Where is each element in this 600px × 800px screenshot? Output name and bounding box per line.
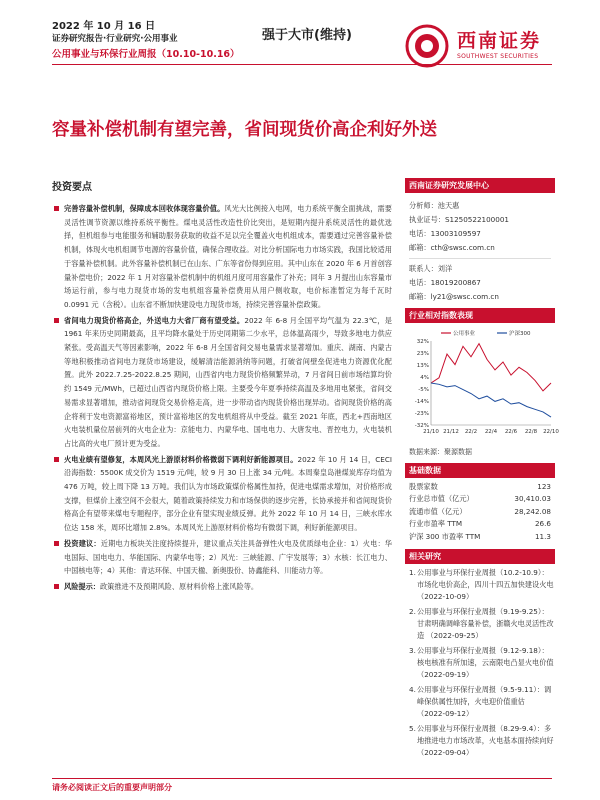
logo-text-en: SOUTHWEST SECURITIES: [457, 53, 539, 60]
related-research-item[interactable]: [405, 645, 555, 681]
relative-index-chart: [405, 327, 559, 445]
basic-label: 行业市盈率 TTM: [409, 519, 463, 529]
y-tick-label: 32%: [416, 339, 429, 345]
related-research-item[interactable]: [405, 567, 555, 603]
info-value: 18019200867: [430, 278, 481, 287]
y-tick-label: -32%: [414, 423, 429, 429]
series-line-1: [431, 344, 551, 391]
info-value: 池天惠: [437, 201, 460, 210]
basic-value: 30,410.03: [514, 494, 551, 504]
summary-bullet: [52, 314, 392, 451]
info-value[interactable]: ly21@swsc.com.cn: [430, 292, 499, 301]
related-title: 公用事业与环保行业周报（8.29-9.4）：多地推进电力市场改革，火电基本面持续向好 （2022-09-04）: [417, 724, 554, 758]
contact-row: [409, 262, 551, 276]
legend-label: 公用事业: [453, 331, 476, 337]
report-title: 容量补偿机制有望完善，省间现货价高企利好外送: [52, 120, 437, 140]
info-value: S1250522100001: [444, 215, 509, 224]
report-type: 证券研究报告·行业研究·公用事业: [52, 34, 178, 44]
basic-label: 流通市值（亿元）: [409, 506, 467, 516]
info-label: 邮箱：: [409, 243, 431, 252]
basic-data-row: [405, 481, 555, 493]
bullet-lead: 投资建议：: [64, 538, 101, 548]
analyst-info: [405, 193, 555, 308]
summary-bullet: [52, 580, 392, 594]
x-tick-label: 22/2: [464, 429, 478, 435]
header-divider: [52, 64, 552, 65]
info-value: 13003109597: [430, 229, 481, 238]
summary-heading: 投资要点: [52, 182, 92, 193]
summary-bullet: [52, 202, 392, 312]
info-label: 电话：: [409, 278, 431, 287]
basic-data-table: [405, 478, 555, 543]
related-title: 公用事业与环保行业周报（9.19-9.25）：甘肃明确调峰容量补偿，浙赣火电灵活性改造 （2022-09-25）: [417, 607, 554, 641]
related-title: 公用事业与环保行业周报（10.2-10.9）：市场化电价高企，四川十四五加快建设火电 （2022-10-09）: [417, 568, 554, 602]
analyst-row: [409, 241, 551, 255]
contact-row: [409, 276, 551, 290]
bullet-lead: 省间电力现货价格高企，外送电力大省厂商有望受益。: [64, 315, 245, 325]
analyst-row: [409, 213, 551, 227]
y-tick-label: 4%: [420, 375, 429, 381]
related-index: 2.: [409, 607, 416, 617]
x-tick-label: 22/6: [504, 429, 518, 435]
bullet-body: 2022 年 10 月 14 日，CECI 沿海指数：5500K 成交价为 1519 元/吨，较 9 月 30 日上涨 34 元/吨。本周秦皇岛港煤炭库存均值为 476 万吨，较上周下降 13 万吨。我们认为市场政策煤价格属性加持，促进电煤需求增加，对价格形成支撑，但煤价上涨空间不会很大，随着政策持续发力和市场保供的逐步完善，长协承接并和省间现货价格高企有望带来煤电专题程序，部分企业有望实现业绩反弹。此外 2022 年 10 月 14 日，三峡水库水位达 158 米，周环比增加 2.8%。本周风光上游原材料价格均有微弱下调，利好新能源项目。: [64, 454, 392, 533]
basic-value: 123: [537, 482, 551, 491]
bullet-lead: 火电业绩有望修复，本周风光上游原材料价格微弱下调利好新能源项目。: [64, 454, 298, 464]
related-title: 公用事业与环保行业周报（9.12-9.18）：核电核准有所加速，云南限电凸显火电价值 （2022-09-19）: [417, 646, 554, 680]
analyst-row: [409, 199, 551, 213]
basic-value: 28,242.08: [514, 506, 551, 516]
legend-label: 沪深300: [509, 331, 531, 337]
info-label: 执业证号：: [409, 215, 445, 224]
y-tick-label: 13%: [416, 363, 429, 369]
team-heading: 西南证券研究发展中心: [405, 178, 555, 193]
company-logo: [405, 24, 555, 68]
y-tick-label: -14%: [414, 399, 429, 405]
basic-data-row: [405, 506, 555, 518]
info-label: 邮箱：: [409, 292, 431, 301]
related-research-item[interactable]: [405, 684, 555, 720]
basic-data-row: [405, 518, 555, 530]
info-value[interactable]: cth@swsc.com.cn: [430, 243, 495, 252]
related-index: 5.: [409, 724, 416, 734]
analyst-divider: [409, 258, 551, 259]
related-index: 1.: [409, 568, 416, 578]
summary-section: [52, 178, 392, 596]
related-title: 公用事业与环保行业周报（9.5-9.11）：调峰保供属性加持，火电迎价值重估 （2022-09-12）: [417, 685, 552, 719]
bullet-body: 政策推进不及预期风险、原材料价格上涨风险等。: [99, 581, 259, 591]
basic-data-row: [405, 493, 555, 505]
chart-heading: 行业相对指数表现: [405, 308, 555, 323]
summary-bullets: [52, 202, 392, 594]
sidebar: [405, 178, 559, 759]
related-index: 4.: [409, 685, 416, 695]
basic-value: 26.6: [534, 519, 551, 529]
report-header: [0, 0, 600, 86]
footer-divider: [52, 778, 552, 779]
info-label: 联系人：: [409, 264, 438, 273]
bullet-body: 2022 年 6-8 月全国平均气温为 22.3℃，是 1961 年来历史同期最高，且平均降水量处于历史同期第二少水平，总体温高雨少，导致多地电力供应紧张。受高温天气等因素影响，2022 年 6-8 月全国省间交易电量需求显著增加。重庆、湖南、内蒙古等地积极推动省间电力现货市场建设，缓解清洁能源消纳等问题，打破省间壁垒促进电力资源优化配置。此外 2022.7.25-2022.8.25 期间，山西省内电力现货价格频繁异动，7 月省间日前市场结算均价约 1549 元/MWh，已超过山西省内现货价格上限。主要受今年夏季持续高温及多地用电紧张，省间交易需求显著增加，推动省间现货交易价格走高，进一步带动省内现货价格出现异动。省间现货价格的高企将利于发电资源富裕地区，预计富裕地区的发电机组将从中受益。截至 2021 年底，西北+西南地区火电装机量位居前列的火电企业为：京能电力、内蒙华电、国电电力、大唐发电、晋控电力，火电装机占比高的火电厂预计更为受益。: [64, 315, 392, 448]
bullet-body: 近期电力板块关注度持续提升，建议重点关注具备弹性火电及优质绿电企业：1）火电：华电国际、国电电力、华能国际、内蒙华电等；2）风光：三峡能源、广宇发展等；3）水核：长江电力、中国核电等；4）其他：青达环保、中国天楹、新奥股份、协鑫能科、川能动力等。: [64, 538, 392, 576]
summary-bullet: [52, 537, 392, 578]
basic-label: 沪深 300 市盈率 TTM: [409, 531, 481, 541]
summary-bullet: [52, 453, 392, 535]
footer-disclaimer: 请务必阅读正文后的重要声明部分: [52, 783, 172, 792]
info-value: 刘洋: [437, 264, 453, 273]
basic-value: 11.3: [534, 531, 551, 541]
x-tick-label: 21/10: [423, 429, 439, 435]
x-tick-label: 21/12: [443, 429, 459, 435]
related-research-list: [405, 567, 555, 759]
analyst-row: [409, 227, 551, 241]
basic-label: 股票家数: [409, 482, 438, 491]
chart-svg: [405, 327, 559, 445]
industry-rating: 强于大市(维持): [262, 28, 352, 43]
basic-label: 行业总市值（亿元）: [409, 494, 474, 504]
logo-mark-icon: [405, 24, 449, 68]
report-date: 2022 年 10 月 16 日: [52, 21, 156, 32]
related-research-item[interactable]: [405, 723, 555, 759]
x-tick-label: 22/4: [484, 429, 498, 435]
y-tick-label: -23%: [414, 411, 429, 417]
related-heading: 相关研究: [405, 549, 555, 564]
chart-source: 数据来源：聚源数据: [409, 448, 472, 456]
bullet-lead: 完善容量补偿机制，保障成本回收体现容量价值。: [64, 204, 225, 213]
y-tick-label: 23%: [416, 351, 429, 357]
related-index: 3.: [409, 646, 416, 656]
basic-data-row: [405, 531, 555, 543]
info-label: 分析师：: [409, 201, 438, 210]
basic-heading: 基础数据: [405, 463, 555, 478]
related-research-item[interactable]: [405, 606, 555, 642]
x-tick-label: 22/10: [543, 429, 559, 435]
y-tick-label: -5%: [418, 387, 429, 393]
contact-row: [409, 290, 551, 304]
bullet-lead: 风险提示：: [64, 581, 100, 591]
weekly-title: 公用事业与环保行业周报（10.10-10.16）: [52, 49, 240, 60]
series-line-2: [431, 383, 551, 417]
x-tick-label: 22/8: [524, 429, 538, 435]
info-label: 电话：: [409, 229, 431, 238]
logo-text-cn: 西南证券: [457, 30, 542, 52]
bullet-body: 风光大比例接入电网，电力系统平衡全面挑战，需要灵活性调节资源以维持系统平衡性。煤电灵活性改造性价比突出，是短期内提升系统灵活性的最优选择，但机组参与电能服务和辅助服务获取的收益不足以完全覆盖火电机组成本，需要通过完善容量补偿机制，体现火电机组调节电源的容量价值，确保合理收益。对比分析国际电力市场实践，我国比较适用于容量补偿机制。此外容量补偿机制已在山东、广东等省份得到应用。其中山东在 2020 年 6 月首创容量补偿电价；2022 年 1 月对容量补偿机制中的机组月度可用容量作了补充；同年 3 月提出山东容量市场运行前，参与电力现货市场的发电机组容量补偿费用从用户侧收取，电价标准暂定为每千瓦时 0.0991 元（含税）。山东省不断加快建设电力现货市场，持续完善容量补偿政策。: [64, 204, 392, 309]
